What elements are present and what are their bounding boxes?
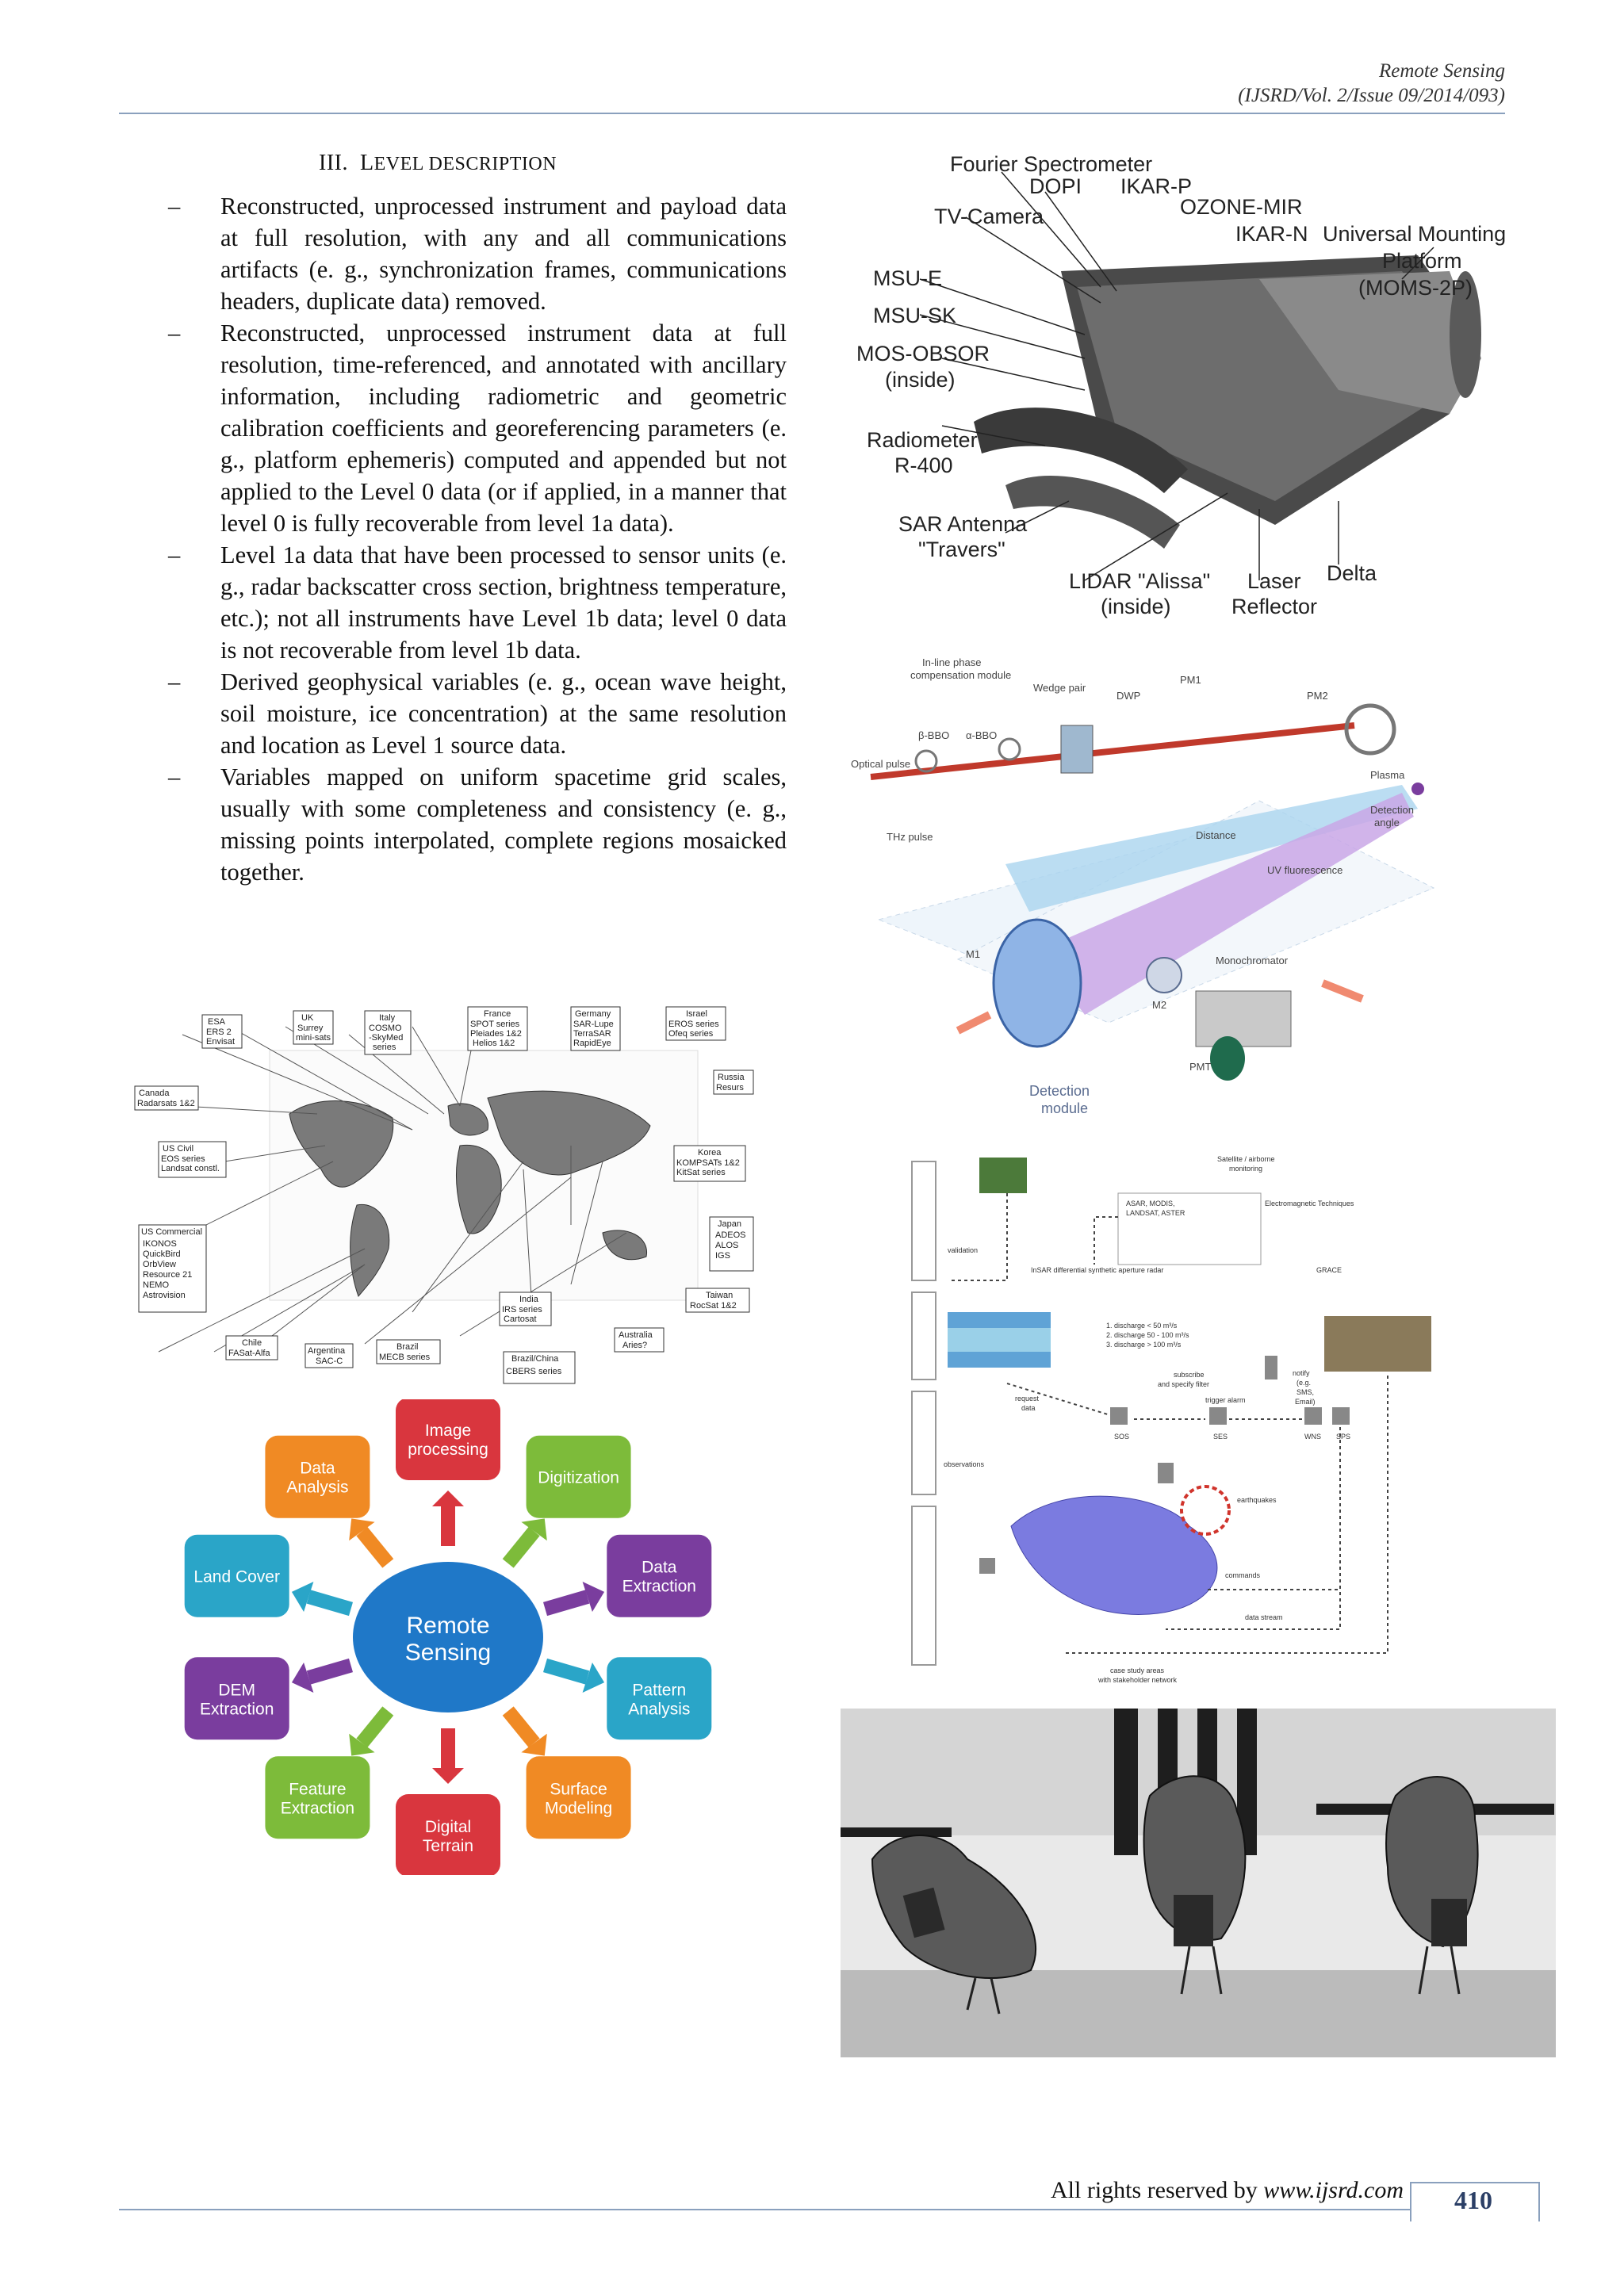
cycle-center-label: Sensing — [404, 1640, 492, 1666]
svg-text:compensation module: compensation module — [910, 669, 1012, 681]
svg-text:1. discharge < 50 m³/s: 1. discharge < 50 m³/s — [1106, 1322, 1178, 1330]
svg-text:GRACE: GRACE — [1316, 1266, 1342, 1274]
section-title-initial: L — [359, 151, 374, 175]
cycle-node-label: Terrain — [422, 1837, 474, 1855]
list-item — [168, 666, 787, 761]
bullet-dash: – — [168, 320, 181, 346]
svg-text:QuickBird: QuickBird — [143, 1249, 181, 1259]
section-number: III. — [319, 151, 348, 175]
svg-text:Chile: Chile — [242, 1338, 262, 1348]
cycle-arrow — [362, 1532, 388, 1563]
cycle-node — [527, 1436, 631, 1518]
list-item-text: Reconstructed, unprocessed instrument and payload data at full resolution, with any and all communications artifacts (e. g., synchronization frames, communications headers, duplicate data) removed. — [220, 193, 787, 315]
svg-text:trigger alarm: trigger alarm — [1205, 1396, 1246, 1404]
cycle-arrow — [545, 1597, 587, 1609]
svg-text:Surrey: Surrey — [297, 1024, 324, 1033]
cycle-node-label: Image — [424, 1422, 472, 1440]
svg-text:angle: angle — [1374, 817, 1400, 828]
footer-rights-text: All rights reserved by — [1051, 2177, 1264, 2203]
svg-text:Argentina: Argentina — [308, 1346, 346, 1356]
svg-text:Monochromator: Monochromator — [1216, 955, 1289, 966]
cycle-node-label: Digitization — [538, 1468, 619, 1487]
svg-text:Delta: Delta — [1327, 561, 1377, 585]
svg-text:Astrovision: Astrovision — [143, 1291, 186, 1300]
svg-text:Australia: Australia — [619, 1330, 653, 1340]
page-number: 410 — [1454, 2186, 1492, 2214]
svg-text:Italy: Italy — [379, 1013, 396, 1023]
cycle-arrow — [508, 1532, 534, 1563]
svg-text:observations: observations — [944, 1460, 985, 1468]
svg-text:Reflector: Reflector — [1231, 595, 1318, 618]
svg-text:IKAR-N: IKAR-N — [1235, 222, 1308, 246]
svg-text:SOS: SOS — [1114, 1433, 1130, 1441]
cycle-node — [265, 1436, 370, 1518]
svg-text:DOPI: DOPI — [1029, 174, 1082, 198]
cycle-node-label: Digital — [424, 1818, 472, 1836]
svg-text:Platform: Platform — [1382, 249, 1462, 273]
svg-text:validation: validation — [948, 1246, 979, 1254]
svg-text:IKAR-P: IKAR-P — [1120, 174, 1193, 198]
svg-text:Radiometer: Radiometer — [867, 428, 978, 452]
svg-text:PM1: PM1 — [1180, 674, 1201, 686]
cycle-arrow — [508, 1711, 534, 1743]
svg-text:SAC-C: SAC-C — [316, 1357, 343, 1366]
svg-text:SMS,: SMS, — [1297, 1388, 1315, 1396]
list-item — [168, 761, 787, 888]
svg-text:Resurs: Resurs — [716, 1083, 744, 1093]
svg-text:US Civil: US Civil — [163, 1144, 194, 1154]
header-journal-title: Remote Sensing — [1379, 60, 1505, 82]
cycle-arrow-head — [432, 1490, 464, 1506]
cycle-arrow — [308, 1666, 350, 1678]
cycle-arrow-head — [432, 1768, 464, 1784]
svg-text:Distance: Distance — [1196, 829, 1236, 841]
cycle-node-label: processing — [408, 1441, 488, 1459]
cycle-node-label: Land Cover — [193, 1567, 280, 1586]
svg-text:MSU-E: MSU-E — [873, 266, 942, 290]
svg-text:IGS: IGS — [715, 1251, 730, 1261]
svg-text:ADEOS: ADEOS — [715, 1230, 746, 1240]
svg-text:Radarsats 1&2: Radarsats 1&2 — [137, 1099, 195, 1108]
list-item — [168, 317, 787, 539]
svg-text:OrbView: OrbView — [143, 1260, 176, 1269]
svg-text:KOMPSATs 1&2: KOMPSATs 1&2 — [676, 1158, 740, 1168]
svg-text:ESA: ESA — [208, 1017, 226, 1027]
cycle-node — [185, 1657, 289, 1739]
svg-text:monitoring: monitoring — [1229, 1165, 1263, 1173]
svg-text:(e.g.: (e.g. — [1297, 1379, 1312, 1387]
svg-text:Envisat: Envisat — [206, 1037, 236, 1047]
svg-text:Detection: Detection — [1370, 804, 1414, 816]
svg-text:KitSat series: KitSat series — [676, 1168, 726, 1177]
cycle-node-label: Surface — [550, 1780, 607, 1799]
svg-text:Brazil/China: Brazil/China — [511, 1354, 559, 1364]
svg-text:US Commercial: US Commercial — [141, 1227, 203, 1237]
world-map-illustration — [127, 995, 761, 1391]
svg-text:LIDAR "Alissa": LIDAR "Alissa" — [1069, 569, 1211, 593]
svg-text:data: data — [1021, 1404, 1036, 1412]
svg-text:Japan: Japan — [718, 1219, 741, 1229]
header-rule — [119, 113, 1505, 114]
list-item-text: Derived geophysical variables (e. g., ocean wave height, soil moisture, ice concentration) at the same resolution and location as Level 1 source data. — [220, 668, 787, 759]
cycle-node-box — [396, 1399, 500, 1480]
header-issue-info: (IJSRD/Vol. 2/Issue 09/2014/093) — [1238, 85, 1505, 106]
cycle-arrow — [545, 1666, 587, 1678]
optics-illustration — [847, 650, 1457, 1118]
svg-text:Israel: Israel — [686, 1009, 707, 1019]
svg-text:Laser: Laser — [1247, 569, 1301, 593]
svg-text:β-BBO: β-BBO — [918, 729, 950, 741]
svg-text:series: series — [373, 1043, 396, 1052]
bullet-dash: – — [168, 763, 181, 790]
sensor-network-figure — [904, 1146, 1443, 1685]
bullet-dash: – — [168, 193, 181, 220]
svg-text:Canada: Canada — [139, 1089, 170, 1098]
svg-text:R-400: R-400 — [894, 453, 953, 477]
svg-text:Landsat constl.: Landsat constl. — [161, 1164, 220, 1173]
bullet-dash: – — [168, 668, 181, 695]
svg-text:Fourier Spectrometer: Fourier Spectrometer — [950, 152, 1153, 176]
sensor-network-diagram — [904, 1146, 1443, 1685]
svg-text:earthquakes: earthquakes — [1237, 1496, 1277, 1504]
list-item — [168, 190, 787, 317]
svg-text:Pleiades 1&2: Pleiades 1&2 — [470, 1029, 522, 1039]
svg-text:UK: UK — [301, 1013, 314, 1023]
svg-text:with stakeholder network: with stakeholder network — [1098, 1676, 1178, 1684]
svg-text:RocSat 1&2: RocSat 1&2 — [690, 1301, 737, 1311]
cycle-node — [396, 1399, 500, 1480]
svg-text:2. discharge 50 - 100 m³/s: 2. discharge 50 - 100 m³/s — [1106, 1331, 1189, 1339]
svg-text:Email): Email) — [1295, 1398, 1316, 1406]
svg-text:France: France — [484, 1009, 511, 1019]
thz-detection-figure — [847, 650, 1457, 1118]
pigeon-camera-photo — [841, 1709, 1556, 2057]
svg-text:M1: M1 — [966, 948, 981, 960]
list-item-text: Reconstructed, unprocessed instrument data at full resolution, time-referenced, and annotated with ancillary information, including radiometric and geometric calibration coefficients and georeferencing parameters (e. g., platform ephemeris) computed and appended but not applied to the Level 0 data (or if applied, in a manner that level 0 is fully recoverable from level 1a data). — [220, 320, 787, 537]
svg-text:Korea: Korea — [698, 1148, 722, 1158]
svg-text:RapidEye: RapidEye — [573, 1039, 611, 1048]
svg-text:Aries?: Aries? — [622, 1341, 648, 1350]
svg-text:(inside): (inside) — [1101, 595, 1171, 618]
cycle-node — [396, 1794, 500, 1875]
svg-text:MSU-SK: MSU-SK — [873, 304, 957, 327]
svg-text:FASat-Alfa: FASat-Alfa — [228, 1349, 270, 1358]
remote-sensing-cycle-figure — [143, 1399, 753, 1875]
svg-text:Universal Mounting: Universal Mounting — [1323, 222, 1507, 246]
svg-text:commands: commands — [1225, 1571, 1261, 1579]
svg-text:COSMO: COSMO — [369, 1024, 402, 1033]
svg-text:MOS-OBSOR: MOS-OBSOR — [856, 342, 990, 365]
cycle-node-label: Pattern — [632, 1681, 687, 1700]
svg-text:(inside): (inside) — [885, 368, 956, 392]
svg-text:EROS series: EROS series — [668, 1020, 719, 1029]
svg-text:PMT: PMT — [1189, 1061, 1212, 1073]
svg-text:α-BBO: α-BBO — [966, 729, 998, 741]
level-description-list — [168, 190, 787, 888]
svg-text:request: request — [1015, 1395, 1040, 1402]
svg-text:DWP: DWP — [1116, 690, 1141, 702]
svg-text:THz pulse: THz pulse — [887, 831, 933, 843]
svg-text:OZONE-MIR: OZONE-MIR — [1180, 195, 1303, 219]
svg-text:ASAR, MODIS,: ASAR, MODIS, — [1126, 1200, 1175, 1207]
svg-text:ALOS: ALOS — [715, 1241, 739, 1250]
svg-text:LANDSAT, ASTER: LANDSAT, ASTER — [1126, 1209, 1185, 1217]
cycle-center-label: Remote — [406, 1613, 490, 1639]
svg-text:MECB series: MECB series — [379, 1353, 431, 1362]
footer-copyright — [1051, 2177, 1404, 2204]
svg-text:notify: notify — [1293, 1369, 1310, 1377]
svg-text:Germany: Germany — [575, 1009, 611, 1019]
list-item-text: Level 1a data that have been processed to sensor units (e. g., radar backscatter cross section, brightness temperature, etc.); not all instruments have Level 1b data; level 0 data is not recoverable from level 1b data. — [220, 541, 787, 664]
svg-text:SES: SES — [1213, 1433, 1228, 1441]
cycle-node-label: Data — [642, 1558, 677, 1577]
svg-text:Detection: Detection — [1029, 1083, 1090, 1099]
section-title-rest: EVEL DESCRIPTION — [373, 154, 557, 174]
cycle-arrow — [362, 1711, 388, 1743]
svg-text:-SkyMed: -SkyMed — [369, 1033, 404, 1043]
svg-text:Satellite / airborne: Satellite / airborne — [1217, 1155, 1275, 1163]
cycle-node-label: Analysis — [628, 1700, 691, 1719]
svg-text:subscribe: subscribe — [1174, 1371, 1205, 1379]
svg-text:TV-Camera: TV-Camera — [934, 205, 1044, 228]
svg-text:Ofeq series: Ofeq series — [668, 1029, 714, 1039]
svg-text:Plasma: Plasma — [1370, 769, 1405, 781]
section-heading — [319, 151, 557, 176]
cycle-node-label: Modeling — [544, 1799, 613, 1818]
svg-text:module: module — [1041, 1100, 1089, 1116]
cycle-node-label: Extraction — [622, 1577, 696, 1596]
svg-text:SPOT series: SPOT series — [470, 1020, 520, 1029]
cycle-node-label: Analysis — [286, 1478, 349, 1497]
cycle-node — [185, 1535, 289, 1617]
cycle-node-label: Feature — [289, 1780, 347, 1799]
list-item — [168, 539, 787, 666]
cycle-node-label: Extraction — [280, 1799, 355, 1818]
cycle-node-label: Data — [300, 1459, 335, 1478]
svg-text:SAR Antenna: SAR Antenna — [898, 512, 1028, 536]
svg-text:3. discharge > 100 m³/s: 3. discharge > 100 m³/s — [1106, 1341, 1182, 1349]
svg-text:India: India — [519, 1295, 538, 1304]
spacecraft-instrument-figure — [847, 152, 1521, 628]
footer-rule — [119, 2209, 1505, 2210]
svg-text:PM2: PM2 — [1307, 690, 1328, 702]
cycle-node — [527, 1756, 631, 1839]
svg-text:Resource 21: Resource 21 — [143, 1270, 193, 1280]
svg-text:NEMO: NEMO — [143, 1280, 169, 1290]
svg-text:Wedge pair: Wedge pair — [1033, 682, 1086, 694]
svg-text:data stream: data stream — [1245, 1613, 1283, 1621]
cycle-node — [607, 1657, 711, 1739]
pigeon-photo-illustration — [841, 1709, 1556, 2057]
cycle-arrow — [308, 1597, 350, 1609]
svg-text:mini-sats: mini-sats — [296, 1033, 331, 1043]
footer-website-link[interactable]: www.ijsrd.com — [1263, 2177, 1404, 2203]
svg-text:"Travers": "Travers" — [918, 538, 1005, 561]
svg-text:Cartosat: Cartosat — [504, 1314, 537, 1324]
svg-text:Brazil: Brazil — [396, 1342, 419, 1352]
svg-text:WNS: WNS — [1304, 1433, 1321, 1441]
svg-text:IRS series: IRS series — [502, 1305, 542, 1314]
cycle-diagram — [143, 1399, 753, 1875]
cycle-node — [607, 1535, 711, 1617]
svg-text:Russia: Russia — [718, 1073, 745, 1082]
cycle-node-label: Extraction — [200, 1700, 274, 1719]
svg-text:IKONOS: IKONOS — [143, 1239, 177, 1249]
svg-text:Electromagnetic Techniques: Electromagnetic Techniques — [1265, 1200, 1354, 1207]
svg-text:case study areas: case study areas — [1110, 1667, 1165, 1674]
svg-text:Taiwan: Taiwan — [706, 1291, 733, 1300]
svg-text:ERS 2: ERS 2 — [206, 1027, 232, 1037]
spacecraft-illustration — [847, 152, 1521, 628]
svg-text:In-line phase: In-line phase — [922, 656, 982, 668]
list-item-text: Variables mapped on uniform spacetime grid scales, usually with some completeness and consistency (e. g., missing points interpolated, complete regions mosaicked together. — [220, 763, 787, 886]
svg-text:M2: M2 — [1152, 999, 1167, 1011]
svg-text:EOS series: EOS series — [161, 1154, 205, 1164]
cycle-node-label: DEM — [218, 1681, 256, 1700]
svg-text:TerraSAR: TerraSAR — [573, 1029, 611, 1039]
svg-text:Optical pulse: Optical pulse — [851, 758, 911, 770]
svg-text:and specify filter: and specify filter — [1158, 1380, 1210, 1388]
svg-text:SPS: SPS — [1336, 1433, 1351, 1441]
svg-text:CBERS series: CBERS series — [506, 1367, 562, 1376]
svg-text:InSAR differential synthetic a: InSAR differential synthetic aperture radar — [1031, 1266, 1164, 1274]
svg-text:UV fluorescence: UV fluorescence — [1267, 864, 1343, 876]
bullet-dash: – — [168, 541, 181, 568]
svg-text:(MOMS-2P): (MOMS-2P) — [1358, 276, 1473, 300]
svg-text:Helios 1&2: Helios 1&2 — [473, 1039, 515, 1048]
svg-text:SAR-Lupe: SAR-Lupe — [573, 1020, 614, 1029]
world-satellite-map — [127, 995, 761, 1391]
cycle-node — [265, 1756, 370, 1839]
